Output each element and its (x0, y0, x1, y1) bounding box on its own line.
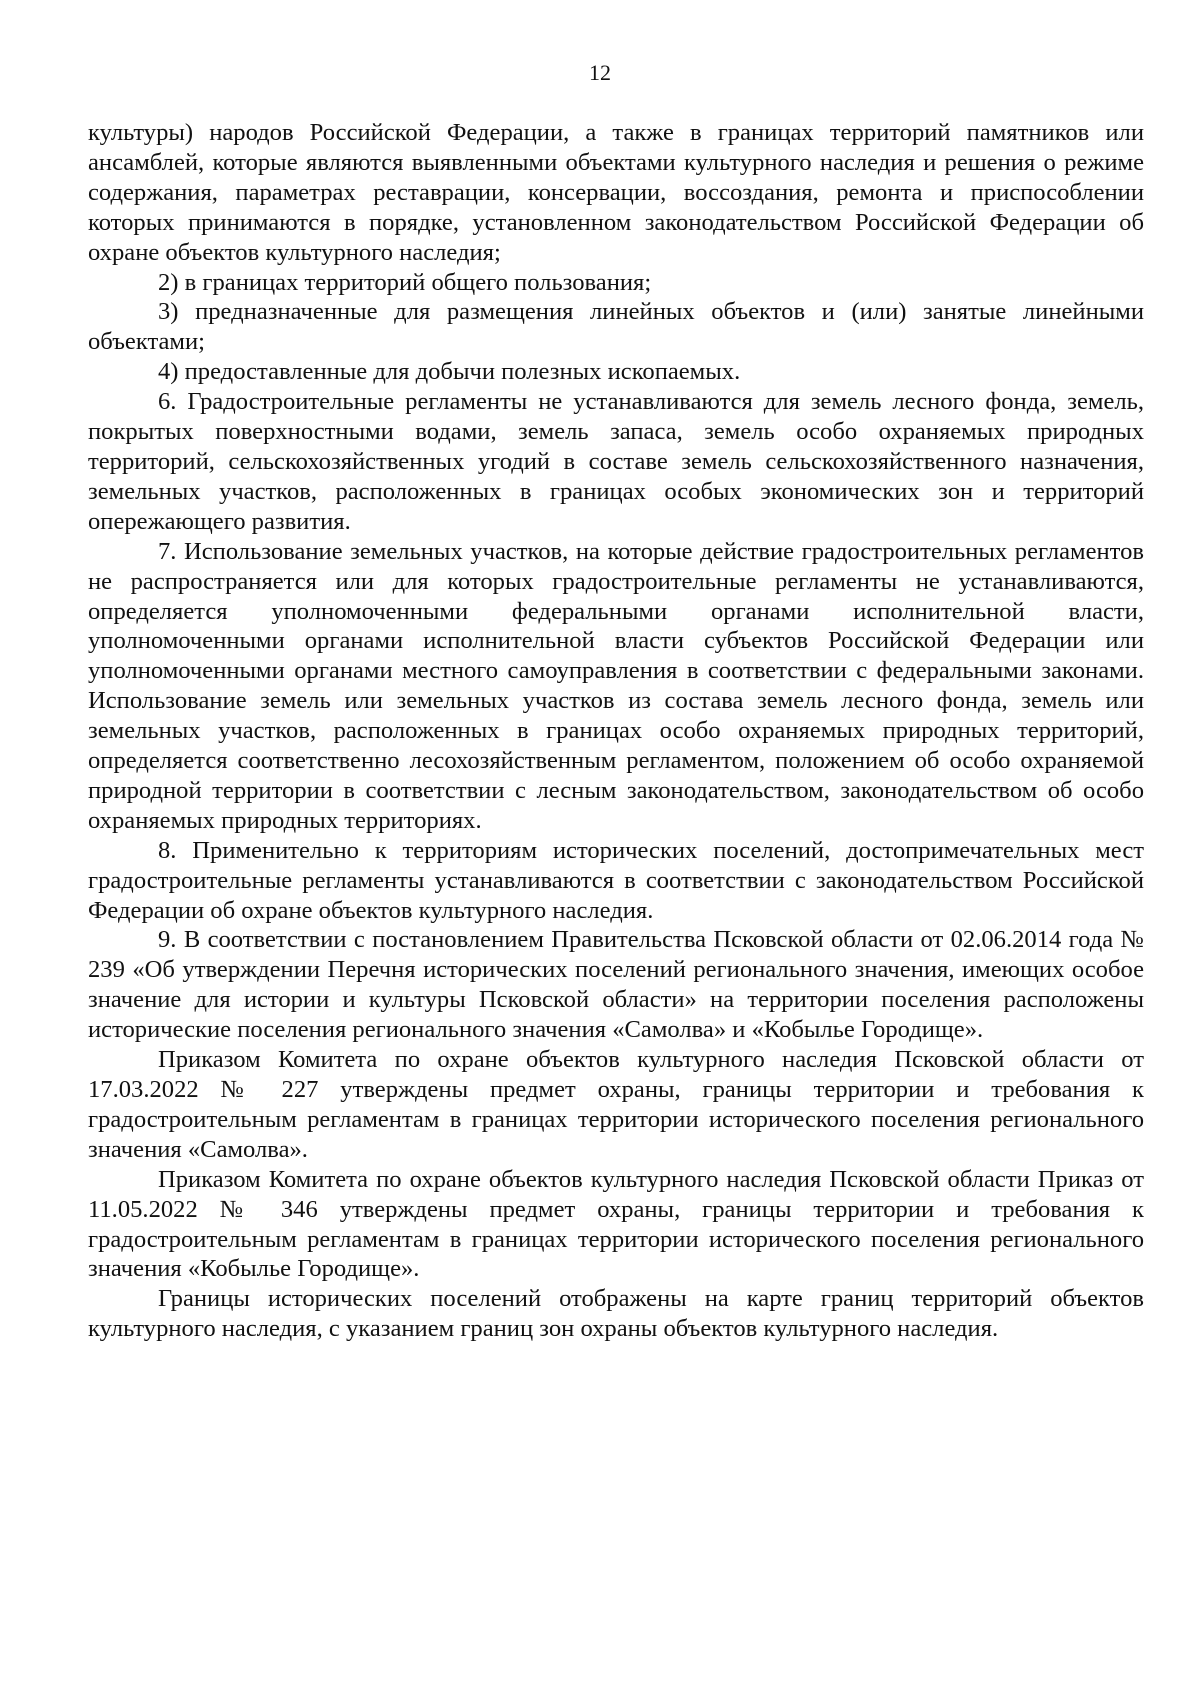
paragraph-continuation: культуры) народов Российской Федерации, а также в границах территорий памятников или ансамблей, которые являются выявленными объектами культурного наследия и решения о режиме содержания, параметрах реставрации, консервации, воссоздания, ремонта и приспособлении которых принимаются в порядке, установленном законодательством Российской Федерации об охране объектов культурного наследия; (88, 119, 1144, 266)
paragraph-7: 7. Использование земельных участков, на которые действие градостроительных регламентов не распространяется или для которых градостроительные регламенты не устанавливаются, определяется уполномоченными федеральными органами исполнительной власти, уполномоченными органами исполнительной власти субъектов Российской Федерации или уполномоченными органами местного самоуправления в соответствии с федеральными законами. Использование земель или земельных участков из состава земель лесного фонда, земель или земельных участков, расположенных в границах особо охраняемых природных территорий, определяется соответственно лесохозяйственным регламентом, положением об особо охраняемой природной территории в соответствии с лесным законодательством, законодательством об особо охраняемых природных территориях. (88, 537, 1144, 834)
paragraph-9: 9. В соответствии с постановлением Правительства Псковской области от 02.06.2014 года № 239 «Об утверждении Перечня исторических поселений регионального значения, имеющих особое значение для истории и культуры Псковской области» на территории поселения расположены исторические поселения регионального значения «Самолва» и «Кобылье Городище». (88, 926, 1144, 1044)
paragraph-6: 6. Градостроительные регламенты не устанавливаются для земель лесного фонда, земель, покрытых поверхностными водами, земель запаса, земель особо охраняемых природных территорий, сельскохозяйственных угодий в составе земель сельскохозяйственного назначения, земельных участков, расположенных в границах особых экономических зон и территорий опережающего развития. (88, 388, 1144, 535)
paragraph-order-samolva: Приказом Комитета по охране объектов культурного наследия Псковской области от 17.03.2022 № 227 утверждены предмет охраны, границы территории и требования к градостроительным регламентам в границах территории исторического поселения регионального значения «Самолва». (88, 1046, 1144, 1163)
list-item-3: 3) предназначенные для размещения линейных объектов и (или) занятые линейными объектами; (88, 298, 1144, 356)
list-item-2: 2) в границах территорий общего пользования; (158, 268, 652, 296)
list-item-4: 4) предоставленные для добычи полезных ископаемых. (158, 358, 741, 386)
page-number: 12 (589, 60, 611, 85)
paragraph-order-kobylye: Приказом Комитета по охране объектов культурного наследия Псковской области Приказ от 11.05.2022 № 346 утверждены предмет охраны, границы территории и требования к градостроительным регламентам в границах территории исторического поселения регионального значения «Кобылье Городище». (88, 1165, 1144, 1283)
document-body (88, 118, 1144, 1344)
paragraph-8: 8. Применительно к территориям исторических поселений, достопримечательных мест градостроительные регламенты устанавливаются в соответствии с законодательством Российской Федерации об охране объектов культурного наследия. (88, 836, 1144, 924)
paragraph-boundaries: Границы исторических поселений отображены на карте границ территорий объектов культурного наследия, с указанием границ зон охраны объектов культурного наследия. (88, 1285, 1144, 1343)
